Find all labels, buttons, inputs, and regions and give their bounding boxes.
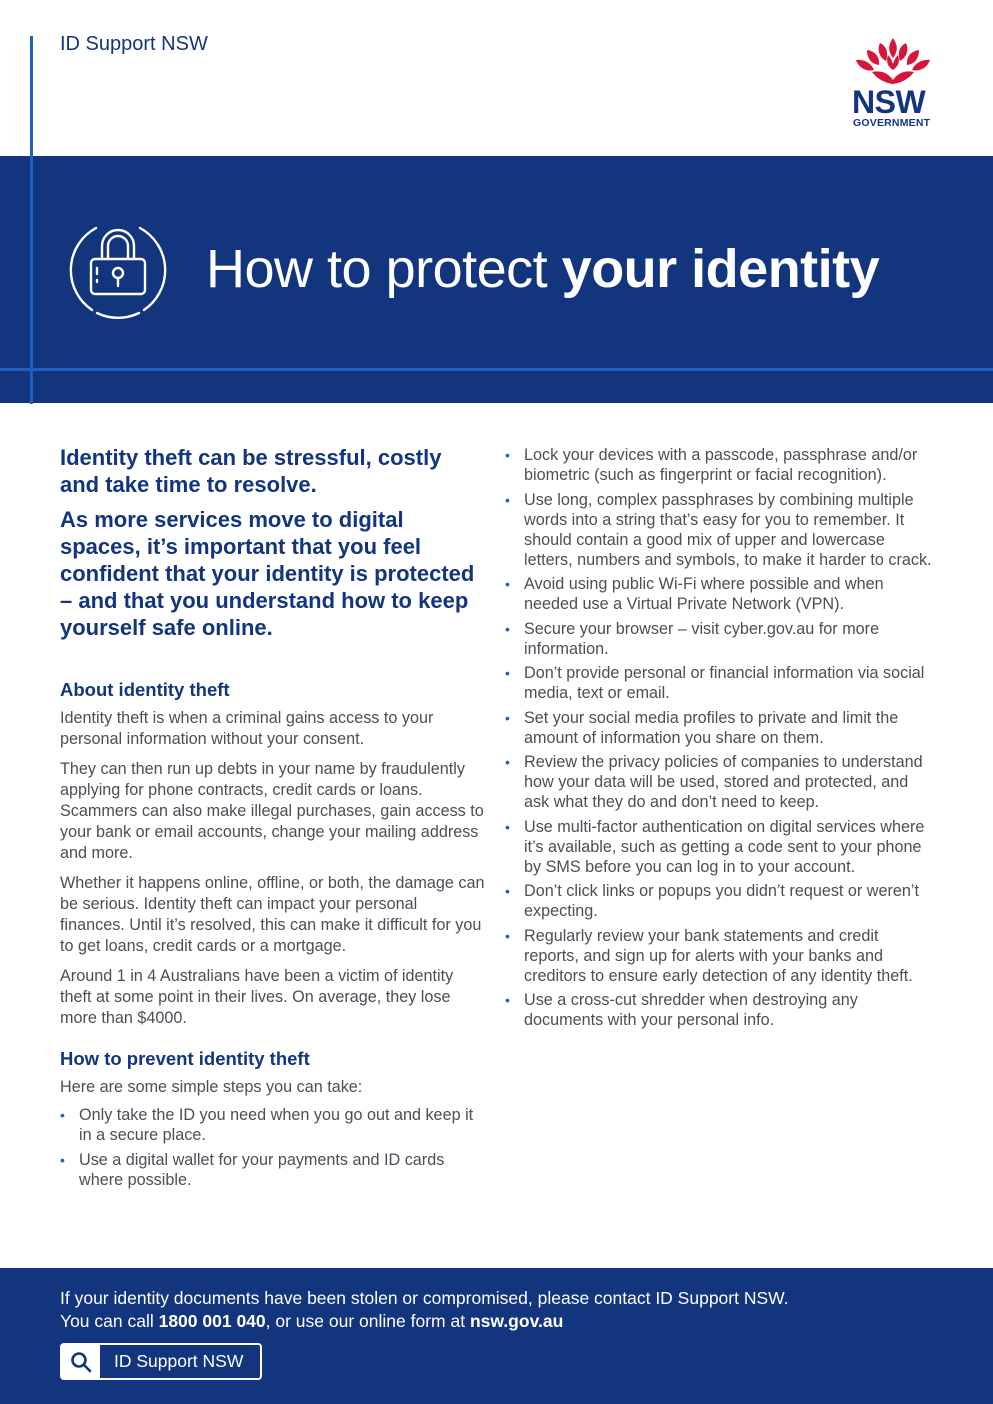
list-item: • Regularly review your bank statements and credit reports, and sign up for alerts with your banks and creditors to ensure early detection of any identity theft.	[505, 926, 913, 985]
bullet-icon: •	[505, 491, 510, 508]
list-item: • Use a digital wallet for your payments and ID cards where possible.	[60, 1150, 445, 1189]
title-banner	[0, 156, 993, 403]
bullet-icon: •	[505, 620, 510, 637]
prevent-intro: Here are some simple steps you can take:	[60, 1078, 363, 1096]
lead-statement-2: As more services move to digital spaces, it’s important that you feel confident that your identity is protected – and that you understand how to keep yourself safe online.	[60, 507, 475, 640]
id-support-search-button[interactable]	[60, 1343, 262, 1380]
list-item: • Review the privacy policies of companies to understand how your data will be used, stored and protected, and ask what they do and don’t need to keep.	[505, 753, 923, 811]
phone-number: 1800 001 040	[158, 1311, 266, 1331]
lead-statement: Identity theft can be stressful, costly and take time to resolve.	[60, 445, 442, 497]
website-link[interactable]: nsw.gov.au	[469, 1311, 564, 1331]
logo-subtitle: GOVERNMENT	[853, 117, 931, 129]
bullet-icon: •	[505, 709, 510, 726]
about-paragraph-2: They can then run up debts in your name by fraudulently applying for phone contracts, credit cards or loans. Scammers can also make illegal purchases, gain access to your bank or email accounts, change your mailing address and more.	[60, 760, 484, 862]
left-column	[60, 444, 485, 1194]
page-title	[206, 240, 879, 299]
org-name: ID Support NSW	[60, 33, 208, 55]
banner-accent-horizontal	[0, 368, 993, 371]
about-heading: About identity theft	[60, 679, 230, 700]
logo-wordmark: NSW	[852, 84, 926, 120]
nsw-government-logo	[848, 36, 938, 130]
list-item: • Don’t provide personal or financial information via social media, text or email.	[505, 664, 925, 702]
list-item: • Use multi-factor authentication on digital services where it’s available, such as getting a code sent to your phone by SMS before you can log in to your account.	[505, 817, 925, 876]
search-label: ID Support NSW	[114, 1351, 244, 1371]
bullet-icon: •	[505, 818, 510, 835]
title-bold: your identity	[561, 239, 880, 299]
tips-list-right	[505, 445, 935, 1030]
about-paragraph-1: Identity theft is when a criminal gains access to your personal information without your consent.	[60, 709, 434, 748]
list-item: • Set your social media profiles to private and limit the amount of information you share on them.	[505, 708, 899, 747]
list-item: • Use a cross-cut shredder when destroying any documents with your personal info.	[505, 991, 858, 1029]
bullet-icon: •	[505, 992, 510, 1008]
about-paragraph-3: Whether it happens online, offline, or both, the damage can be serious. Identity theft can impact your personal finances. Until it’s resolved, this can make it difficult for you to get loans, credit cards or a mortgage.	[60, 874, 485, 955]
search-icon	[62, 1345, 100, 1378]
about-paragraph-4: Around 1 in 4 Australians have been a victim of identity theft at some point in their lives. On average, they lose more than $4000.	[60, 967, 454, 1027]
bullet-icon: •	[505, 927, 510, 944]
padlock-icon	[62, 212, 174, 324]
list-item: • Don’t click links or popups you didn’t request or weren’t expecting.	[505, 882, 919, 920]
list-item: • Lock your devices with a passcode, passphrase and/or biometric (such as fingerprint or facial recognition).	[505, 446, 918, 484]
prevent-heading: How to prevent identity theft	[60, 1048, 310, 1069]
contact-footer	[0, 1268, 993, 1404]
right-column	[505, 445, 935, 1035]
list-item: • Avoid using public Wi-Fi where possible and when needed use a Virtual Private Network (VPN).	[505, 575, 884, 613]
waratah-flower-icon	[848, 36, 938, 86]
bullet-icon: •	[505, 754, 510, 770]
list-item: • Only take the ID you need when you go out and keep it in a secure place.	[60, 1106, 474, 1144]
contact-line-1: If your identity documents have been stolen or compromised, please contact ID Support NSW.	[60, 1288, 789, 1308]
bullet-icon: •	[505, 576, 510, 592]
tips-list-left	[60, 1105, 485, 1190]
bullet-icon: •	[60, 1107, 65, 1123]
bullet-icon: •	[505, 883, 510, 899]
title-light: How to protect	[206, 239, 562, 299]
bullet-icon: •	[505, 665, 510, 681]
list-item: • Use long, complex passphrases by combining multiple words into a string that’s easy for you to remember. It should contain a good mix of upper and lowercase letters, numbers and symbols, to make it harder to crack.	[505, 490, 932, 569]
list-item: • Secure your browser – visit cyber.gov.au for more information.	[505, 619, 880, 658]
bullet-icon: •	[505, 447, 510, 463]
banner-accent-vertical	[30, 156, 33, 403]
contact-text	[60, 1287, 789, 1333]
contact-line-2: You can call 1800 001 040, or use our online form at nsw.gov.au	[60, 1311, 564, 1331]
bullet-icon: •	[60, 1151, 65, 1168]
